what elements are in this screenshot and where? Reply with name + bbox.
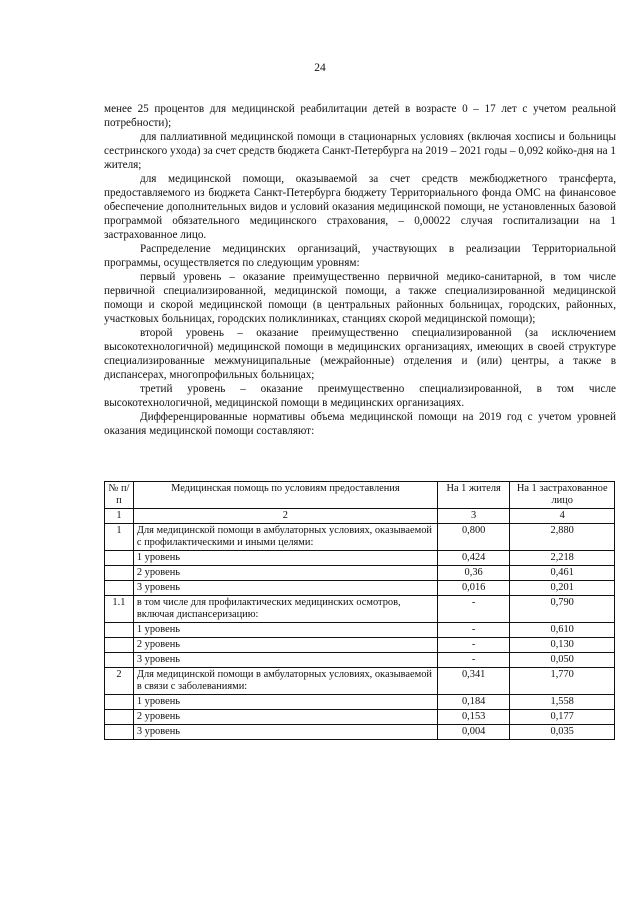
row-desc: 2 уровень bbox=[133, 566, 437, 581]
volume-norms-table bbox=[104, 481, 615, 740]
row-desc: 3 уровень bbox=[133, 581, 437, 596]
paragraph: менее 25 процентов для медицинской реабилитации детей в возрасте 0 – 17 лет с учетом реальной потребности); bbox=[104, 103, 616, 129]
row-per-insured: 0,201 bbox=[510, 581, 615, 596]
row-desc: 1 уровень bbox=[133, 551, 437, 566]
row-desc: Для медицинской помощи в амбулаторных условиях, оказываемой с профилактическими и иными целями: bbox=[133, 524, 437, 551]
row-per-insured: 1,770 bbox=[510, 668, 615, 695]
table-body bbox=[105, 524, 615, 740]
index-cell: 4 bbox=[510, 509, 615, 524]
row-desc: 2 уровень bbox=[133, 710, 437, 725]
header-per-insured: На 1 застрахованное лицо bbox=[510, 482, 615, 509]
row-per-insured: 2,880 bbox=[510, 524, 615, 551]
row-num: 2 bbox=[105, 668, 134, 695]
row-num bbox=[105, 725, 134, 740]
row-per-resident: 0,004 bbox=[437, 725, 510, 740]
row-num bbox=[105, 623, 134, 638]
row-num bbox=[105, 653, 134, 668]
row-per-resident: 0,016 bbox=[437, 581, 510, 596]
row-desc: 3 уровень bbox=[133, 653, 437, 668]
index-cell: 3 bbox=[437, 509, 510, 524]
table-row bbox=[105, 623, 615, 638]
row-desc: Для медицинской помощи в амбулаторных условиях, оказываемой в связи с заболеваниями: bbox=[133, 668, 437, 695]
row-per-insured: 0,130 bbox=[510, 638, 615, 653]
row-num bbox=[105, 695, 134, 710]
table-row bbox=[105, 581, 615, 596]
row-per-insured: 0,050 bbox=[510, 653, 615, 668]
row-per-insured: 2,218 bbox=[510, 551, 615, 566]
row-num bbox=[105, 581, 134, 596]
row-per-insured: 0,610 bbox=[510, 623, 615, 638]
paragraph: третий уровень – оказание преимущественно специализированной, в том числе высокотехнологичной, медицинской помощи в медицинских организациях. bbox=[104, 383, 616, 409]
row-num: 1 bbox=[105, 524, 134, 551]
row-desc: 1 уровень bbox=[133, 695, 437, 710]
paragraph: для паллиативной медицинской помощи в стационарных условиях (включая хосписы и больницы сестринского ухода) за счет средств бюджета Санкт-Петербурга на 2019 – 2021 годы – 0,092 койко-дня на 1 жителя; bbox=[104, 131, 616, 171]
table-row bbox=[105, 638, 615, 653]
index-cell: 2 bbox=[133, 509, 437, 524]
row-per-insured: 0,461 bbox=[510, 566, 615, 581]
row-per-insured: 0,035 bbox=[510, 725, 615, 740]
page-number: 24 bbox=[314, 62, 326, 74]
table-index-row bbox=[105, 509, 615, 524]
row-per-resident: 0,341 bbox=[437, 668, 510, 695]
index-cell: 1 bbox=[105, 509, 134, 524]
row-per-resident: - bbox=[437, 638, 510, 653]
row-num bbox=[105, 551, 134, 566]
row-per-resident: 0,36 bbox=[437, 566, 510, 581]
row-desc: 2 уровень bbox=[133, 638, 437, 653]
row-per-insured: 1,558 bbox=[510, 695, 615, 710]
row-per-resident: 0,153 bbox=[437, 710, 510, 725]
table-row bbox=[105, 566, 615, 581]
row-num bbox=[105, 566, 134, 581]
row-per-resident: 0,424 bbox=[437, 551, 510, 566]
table-row bbox=[105, 524, 615, 551]
table-row bbox=[105, 653, 615, 668]
paragraph: второй уровень – оказание преимущественно специализированной (за исключением высокотехнологичной) медицинской помощи в медицинских организациях, имеющих в своей структуре специализированные межмуниципальные (межрайонные) отделения и (или) центры, а также в диспансерах, многопрофильных больницах; bbox=[104, 327, 616, 381]
paragraph: для медицинской помощи, оказываемой за счет средств межбюджетного трансферта, предоставляемого из бюджета Санкт-Петербурга бюджету Территориального фонда ОМС на финансовое обеспечение дополнительных видов и условий оказания медицинской помощи, не установленных базовой программой обязательного медицинского страхования, – 0,00022 случая госпитализации на 1 застрахованное лицо. bbox=[104, 173, 616, 241]
row-per-resident: 0,800 bbox=[437, 524, 510, 551]
row-per-insured: 0,177 bbox=[510, 710, 615, 725]
paragraph: Распределение медицинских организаций, участвующих в реализации Территориальной программы, осуществляется по следующим уровням: bbox=[104, 243, 616, 269]
table-row bbox=[105, 596, 615, 623]
row-per-resident: - bbox=[437, 653, 510, 668]
header-num: № п/п bbox=[105, 482, 134, 509]
header-per-resident: На 1 жителя bbox=[437, 482, 510, 509]
table-row bbox=[105, 668, 615, 695]
row-num bbox=[105, 638, 134, 653]
row-num bbox=[105, 710, 134, 725]
table-row bbox=[105, 710, 615, 725]
row-per-resident: - bbox=[437, 623, 510, 638]
row-desc: 1 уровень bbox=[133, 623, 437, 638]
row-desc: в том числе для профилактических медицинских осмотров, включая диспансеризацию: bbox=[133, 596, 437, 623]
row-per-insured: 0,790 bbox=[510, 596, 615, 623]
table-row bbox=[105, 695, 615, 710]
body-text bbox=[104, 102, 616, 438]
header-desc: Медицинская помощь по условиям предоставления bbox=[133, 482, 437, 509]
row-desc: 3 уровень bbox=[133, 725, 437, 740]
table-row bbox=[105, 551, 615, 566]
paragraph: Дифференцированные нормативы объема медицинской помощи на 2019 год с учетом уровней оказания медицинской помощи составляют: bbox=[104, 411, 616, 437]
row-per-resident: - bbox=[437, 596, 510, 623]
row-per-resident: 0,184 bbox=[437, 695, 510, 710]
table-row bbox=[105, 725, 615, 740]
table-header-row bbox=[105, 482, 615, 509]
row-num: 1.1 bbox=[105, 596, 134, 623]
paragraph: первый уровень – оказание преимущественно первичной медико-санитарной, в том числе первичной специализированной, медицинской помощи, а также специализированной медицинской помощи и скорой медицинской помощи (в центральных районных больницах, городских, районных, участковых больницах, городских поликлиниках, станциях скорой медицинской помощи); bbox=[104, 271, 616, 325]
